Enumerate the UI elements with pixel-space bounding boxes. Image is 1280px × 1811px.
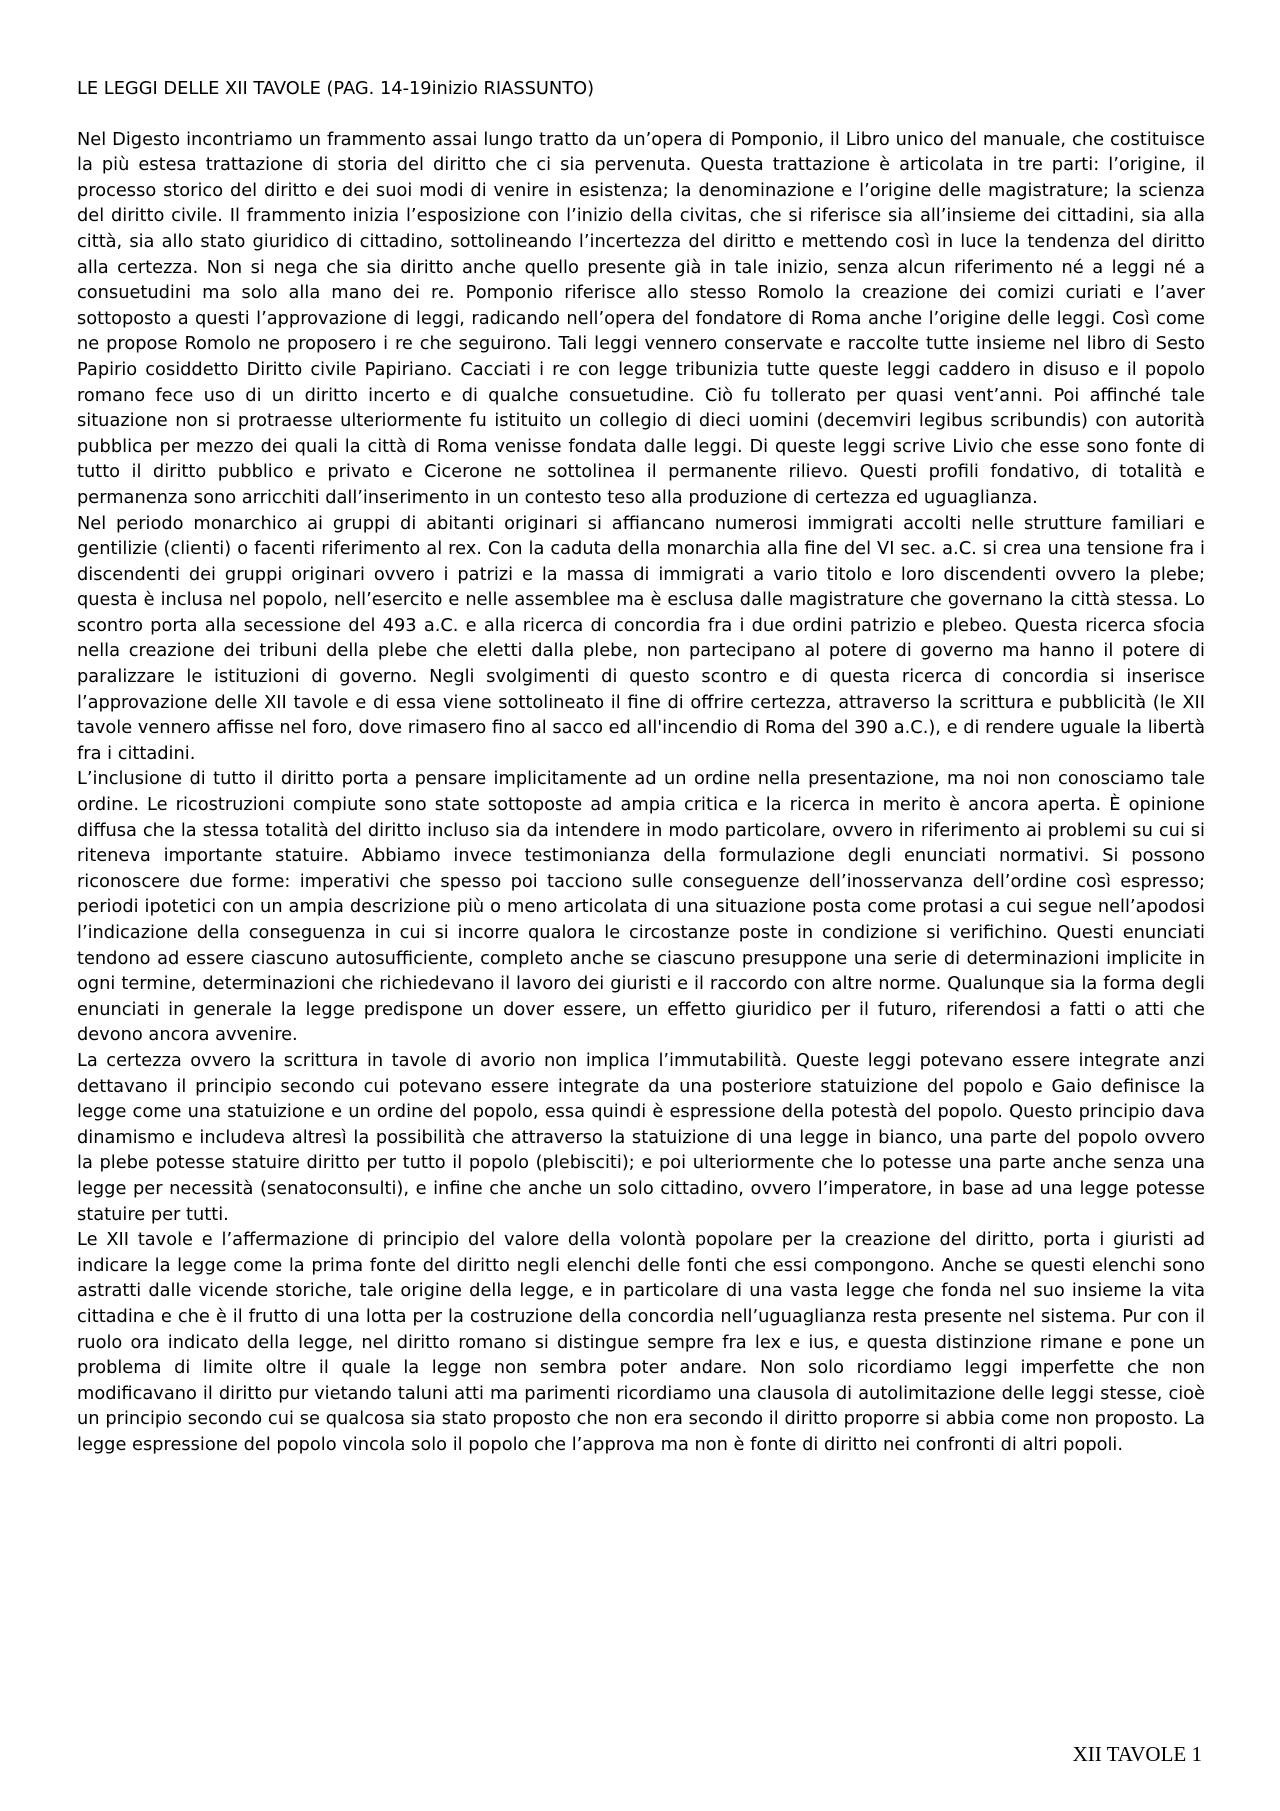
paragraph: La certezza ovvero la scrittura in tavole di avorio non implica l’immutabilità. Queste leggi potevano essere integrate anzi dettavano il principio secondo cui potevano essere integrate da una posteriore statuizione del popolo e Gaio definisce la legge come una statuizione e un ordine del popolo, essa quindi è espressione della potestà del popolo. Questo principio dava dinamismo e includeva altresì la possibilità che attraverso la statuizione di una legge in bianco, una parte del popolo ovvero la plebe potesse statuire diritto per tutto il popolo (plebisciti); e poi ulteriormente che lo potesse una parte anche senza una legge per necessità (senatoconsulti), e infine che anche un solo cittadino, ovvero l’imperatore, in base ad una legge potesse statuire per tutti. xyxy=(77,1049,1205,1225)
document-page xyxy=(77,76,1205,1457)
paragraph: Le XII tavole e l’affermazione di principio del valore della volontà popolare per la creazione del diritto, porta i giuristi ad indicare la legge come la prima fonte del diritto negli elenchi delle fonti che essi compongono. Anche se questi elenchi sono astratti dalle vicende storiche, tale origine della legge, e in particolare di una vasta legge che fonda nel suo insieme la vita cittadina e che è il frutto di una lotta per la costruzione della concordia nell’uguaglianza resta presente nel sistema. Pur con il ruolo ora indicato della legge, nel diritto romano si distingue sempre fra lex e ius, e questa distinzione rimane e pone un problema di limite oltre il quale la legge non sembra poter andare. Non solo ricordiamo leggi imperfette che non modificavano il diritto pur vietando taluni atti ma parimenti ricordiamo una clausola di autolimitazione delle leggi stesse, cioè un principio secondo cui se qualcosa sia stato proposto che non era secondo il diritto proporre si abbia come non proposto. La legge espressione del popolo vincola solo il popolo che l’approva ma non è fonte di diritto nei confronti di altri popoli. xyxy=(77,1229,1205,1455)
paragraph: L’inclusione di tutto il diritto porta a pensare implicitamente ad un ordine nella presentazione, ma noi non conosciamo tale ordine. Le ricostruzioni compiute sono state sottoposte ad ampia critica e la ricerca in merito è ancora aperta. È opinione diffusa che la stessa totalità del diritto incluso sia da intendere in modo particolare, ovvero in riferimento ai problemi su cui si riteneva importante statuire. Abbiamo invece testimonianza della formulazione degli enunciati normativi. Si possono riconoscere due forme: imperativi che spesso poi tacciono sulle conseguenze dell’inosservanza dell’ordine così espresso; periodi ipotetici con un ampia descrizione più o meno articolata di una situazione posta come protasi a cui segue nell’apodosi l’indicazione della conseguenza in cui si incorre qualora le circostanze poste in condizione si verifichino. Questi enunciati tendono ad essere ciascuno autosufficiente, completo anche se ciascuno presuppone una serie di determinazioni implicite in ogni termine, determinazioni che richiedevano il lavoro dei giuristi e il raccordo con altre norme. Qualunque sia la forma degli enunciati in generale la legge predispone un dover essere, un effetto giuridico per il futuro, riferendosi a fatti o atti che devono ancora avvenire. xyxy=(77,768,1205,1046)
paragraph: Nel periodo monarchico ai gruppi di abitanti originari si affiancano numerosi immigrati accolti nelle strutture familiari e gentilizie (clienti) o facenti riferimento al rex. Con la caduta della monarchia alla fine del VI sec. a.C. si crea una tensione fra i discendenti dei gruppi originari ovvero i patrizi e la massa di immigrati a vario titolo e loro discendenti ovvero la plebe; questa è inclusa nel popolo, nell’esercito e nelle assemblee ma è esclusa dalle magistrature che governano la città stessa. Lo scontro porta alla secessione del 493 a.C. e alla ricerca di concordia fra i due ordini patrizio e plebeo. Questa ricerca sfocia nella creazione dei tribuni della plebe che eletti dalla plebe, non partecipano al potere di governo ma hanno il potere di paralizzare le istituzioni di governo. Negli svolgimenti di questo scontro e di questa ricerca di concordia si inserisce l’approvazione delle XII tavole e di essa viene sottolineato il fine di offrire certezza, attraverso la scrittura e pubblicità (le XII tavole vennero affisse nel foro, dove rimasero fino al sacco ed all'incendio di Roma del 390 a.C.), e di rendere uguale la libertà fra i cittadini. xyxy=(77,512,1205,764)
document-title: LE LEGGI DELLE XII TAVOLE (PAG. 14-19inizio RIASSUNTO) xyxy=(77,78,595,99)
page-footer: XII TAVOLE 1 xyxy=(1072,1742,1202,1766)
paragraph: Nel Digesto incontriamo un frammento assai lungo tratto da un’opera di Pomponio, il Libro unico del manuale, che costituisce la più estesa trattazione di storia del diritto che ci sia pervenuta. Questa trattazione è articolata in tre parti: l’origine, il processo storico del diritto e dei suoi modi di venire in esistenza; la denominazione e l’origine delle magistrature; la scienza del diritto civile. Il frammento inizia l’esposizione con l’inizio della civitas, che si riferisce sia all’insieme dei cittadini, sia alla città, sia allo stato giuridico di cittadino, sottolineando l’incertezza del diritto e mettendo così in luce la tendenza del diritto alla certezza. Non si nega che sia diritto anche quello presente già in tale inizio, senza alcun riferimento né a leggi né a consuetudini ma solo alla mano dei re. Pomponio riferisce allo stesso Romolo la creazione dei comizi curiati e l’aver sottoposto a questi l’approvazione di leggi, radicando nell’opera del fondatore di Roma anche l’origine delle leggi. Così come ne propose Romolo ne proposero i re che seguirono. Tali leggi vennero conservate e raccolte tutte insieme nel libro di Sesto Papirio cosiddetto Diritto civile Papiriano. Cacciati i re con legge tribunizia tutte queste leggi caddero in disuso e il popolo romano fece uso di un diritto incerto e di qualche consuetudine. Ciò fu tollerato per quasi vent’anni. Poi affinché tale situazione non si protraesse ulteriormente fu istituito un collegio di dieci uomini (decemviri legibus scribundis) con autorità pubblica per mezzo dei quali la città di Roma venisse fondata dalle leggi. Di queste leggi scrive Livio che esse sono fonte di tutto il diritto pubblico e privato e Cicerone ne sottolinea il permanente rilievo. Questi profili fondativo, di totalità e permanenza sono arricchiti dall’inserimento in un contesto teso alla produzione di certezza ed uguaglianza. xyxy=(77,128,1205,508)
